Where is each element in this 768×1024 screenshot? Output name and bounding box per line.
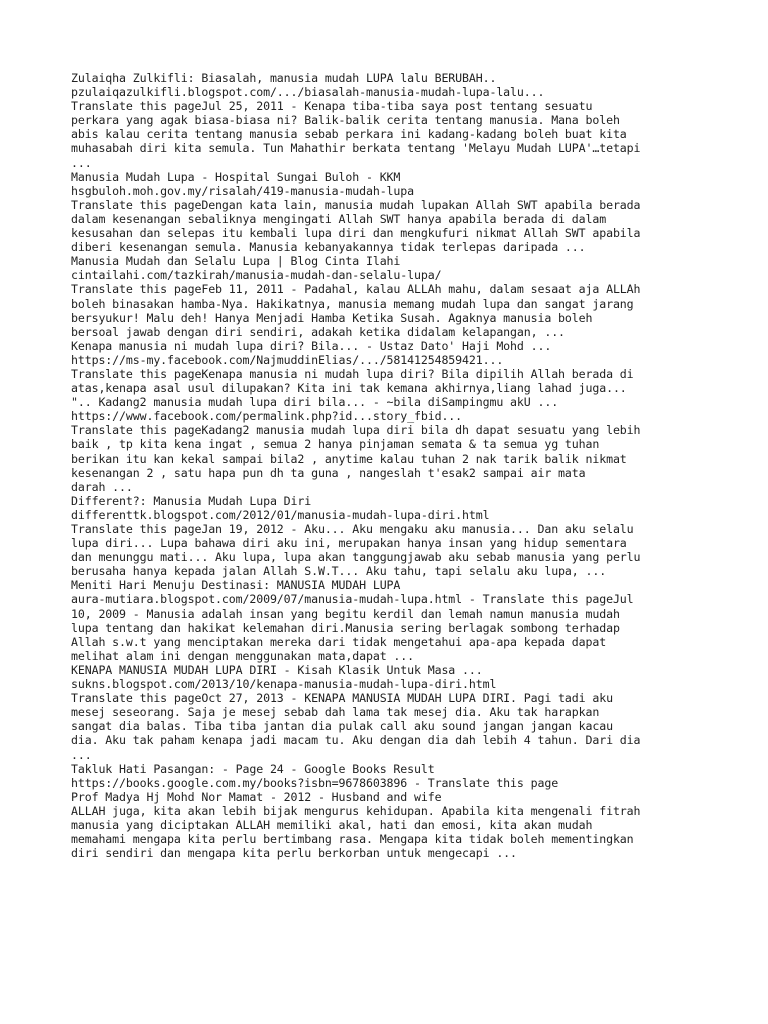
text-line: atas,kenapa asal usul dilupakan? Kita ini tak kemana akhirnya,liang lahad juga... — [71, 381, 627, 396]
text-line: ... — [71, 155, 92, 170]
text-line: https://www.facebook.com/permalink.php?id...story_fbid... — [71, 409, 463, 424]
text-line: muhasabah diri kita semula. Tun Mahathir berkata tentang 'Melayu Mudah LUPA'…tetapi — [71, 141, 641, 156]
text-line: diberi kesenangan semula. Manusia kebanyakannya tidak terlepas daripada ... — [71, 240, 586, 255]
text-line: bersyukur! Malu deh! Hanya Menjadi Hamba Ketika Susah. Agaknya manusia boleh — [71, 310, 593, 325]
text-line: boleh binasakan hamba-Nya. Hakikatnya, manusia memang mudah lupa dan sangat jarang — [71, 296, 634, 311]
text-line: kesusahan dan selepas itu kembali lupa diri dan mengkufuri nikmat Allah SWT apabila — [71, 226, 641, 241]
text-line: Kenapa manusia ni mudah lupa diri? Bila... - Ustaz Dato' Haji Mohd ... — [71, 338, 552, 353]
text-line: abis kalau cerita tentang manusia sebab perkara ini kadang-kadang boleh buat kita — [71, 127, 627, 142]
text-line: Translate this pageJan 19, 2012 - Aku... Aku mengaku aku manusia... Dan aku selalu — [71, 522, 634, 536]
text-line: kesenangan 2 , satu hapa pun dh ta guna , nangeslah t'esak2 sampai air mata — [71, 465, 586, 480]
text-line: https://books.google.com.my/books?isbn=9678603896 - Translate this page — [71, 775, 559, 790]
text-line: dia. Aku tak paham kenapa jadi macam tu. Aku dengan dia dah lebih 4 tahun. Dari dia — [71, 733, 641, 748]
text-line: perkara yang agak biasa-biasa ni? Balik-balik cerita tentang manusia. Mana boleh — [71, 113, 620, 128]
text-line: sangat dia balas. Tiba tiba jantan dia pulak call aku sound jangan jangan kacau — [71, 719, 613, 734]
text-line: memahami mengapa kita perlu bertimbang rasa. Mengapa kita tidak boleh mementingkan — [71, 832, 634, 847]
text-line: lupa diri... Lupa bahawa diri aku ini, merupakan hanya insan yang hidup sementara — [71, 536, 627, 551]
text-line: manusia yang diciptakan ALLAH memiliki akal, hati dan emosi, kita akan mudah — [71, 817, 593, 832]
text-line: Allah s.w.t yang menciptakan mereka dari tidak mengetahui apa-apa kepada dapat — [71, 634, 607, 649]
text-line: Translate this pageKadang2 manusia mudah lupa diri bila dh dapat sesuatu yang lebih — [71, 423, 641, 438]
text-line: mesej seseorang. Saja je mesej sebab dah lama tak mesej dia. Aku tak harapkan — [71, 705, 600, 720]
text-line: https://ms-my.facebook.com/NajmuddinElias/.../58141254859421... — [71, 352, 504, 367]
text-line: baik , tp kita kena ingat , semua 2 hanya pinjaman semata & ta semua yg tuhan — [71, 437, 600, 452]
text-line: differenttk.blogspot.com/2012/01/manusia-mudah-lupa-diri.html — [71, 507, 490, 522]
text-line: dan menunggu mati... Aku lupa, lupa akan tanggungjawab aku sebab manusia yang perlu — [71, 550, 641, 565]
text-line: Translate this pageJul 25, 2011 - Kenapa tiba-tiba saya post tentang sesuatu — [71, 99, 593, 114]
text-line: Manusia Mudah dan Selalu Lupa | Blog Cinta Ilahi — [71, 254, 401, 269]
text-line: cintailahi.com/tazkirah/manusia-mudah-dan-selalu-lupa/ — [71, 268, 442, 283]
text-line: Different?: Manusia Mudah Lupa Diri — [71, 493, 312, 508]
text-line: hsgbuloh.moh.gov.my/risalah/419-manusia-mudah-lupa — [71, 183, 415, 198]
text-line: berusaha hanya kepada jalan Allah S.W.T... Aku tahu, tapi selalu aku lupa, ... — [71, 564, 607, 579]
text-line: bersoal jawab dengan diri sendiri, adakah ketika didalam kelapangan, ... — [71, 324, 565, 339]
text-line: Translate this pageOct 27, 2013 - KENAPA MANUSIA MUDAH LUPA DIRI. Pagi tadi aku — [71, 691, 613, 706]
text-line: ... — [71, 747, 92, 762]
text-line: diri sendiri dan mengapa kita perlu berkorban untuk mengecapi ... — [71, 846, 517, 861]
text-line: melihat alam ini dengan menggunakan mata,dapat ... — [71, 648, 415, 663]
text-line: 10, 2009 - Manusia adalah insan yang begitu kerdil dan lemah namun manusia mudah — [71, 606, 620, 621]
text-line: aura-mutiara.blogspot.com/2009/07/manusia-mudah-lupa.html - Translate this pageJul — [71, 592, 634, 607]
text-line: Takluk Hati Pasangan: - Page 24 - Google Books Result — [71, 761, 435, 776]
text-line: Meniti Hari Menuju Destinasi: MANUSIA MUDAH LUPA — [71, 578, 401, 593]
text-line: ALLAH juga, kita akan lebih bijak mengurus kehidupan. Apabila kita mengenali fitrah — [71, 803, 641, 818]
text-line: Translate this pageKenapa manusia ni mudah lupa diri? Bila dipilih Allah berada di — [71, 366, 634, 381]
document-text — [71, 71, 731, 860]
text-line: berikan itu kan kekal sampai bila2 , anytime kalau tuhan 2 nak tarik balik nikmat — [71, 451, 627, 466]
text-line: pzulaiqazulkifli.blogspot.com/.../biasalah-manusia-mudah-lupa-lalu... — [71, 85, 545, 100]
text-line: ".. Kadang2 manusia mudah lupa diri bila... - ~bila diSampingmu akU ... — [71, 395, 559, 410]
text-line: KENAPA MANUSIA MUDAH LUPA DIRI - Kisah Klasik Untuk Masa ... — [71, 662, 483, 677]
text-line: Prof Madya Hj Mohd Nor Mamat - 2012 - Husband and wife — [71, 789, 442, 804]
text-line: Translate this pageDengan kata lain, manusia mudah lupakan Allah SWT apabila berada — [71, 197, 641, 212]
text-line: Translate this pageFeb 11, 2011 - Padahal, kalau ALLAh mahu, dalam sesaat aja ALLAh — [71, 282, 641, 297]
text-line: sukns.blogspot.com/2013/10/kenapa-manusia-mudah-lupa-diri.html — [71, 677, 497, 692]
text-line: Manusia Mudah Lupa - Hospital Sungai Buloh - KKM — [71, 169, 401, 184]
text-line: Zulaiqha Zulkifli: Biasalah, manusia mudah LUPA lalu BERUBAH.. — [71, 71, 497, 85]
text-line: darah ... — [71, 479, 133, 494]
text-line: dalam kesenangan sebaliknya mengingati Allah SWT hanya apabila berada di dalam — [71, 211, 607, 226]
text-line: lupa tentang dan hakikat kelemahan diri.Manusia sering berlagak sombong terhadap — [71, 620, 620, 635]
